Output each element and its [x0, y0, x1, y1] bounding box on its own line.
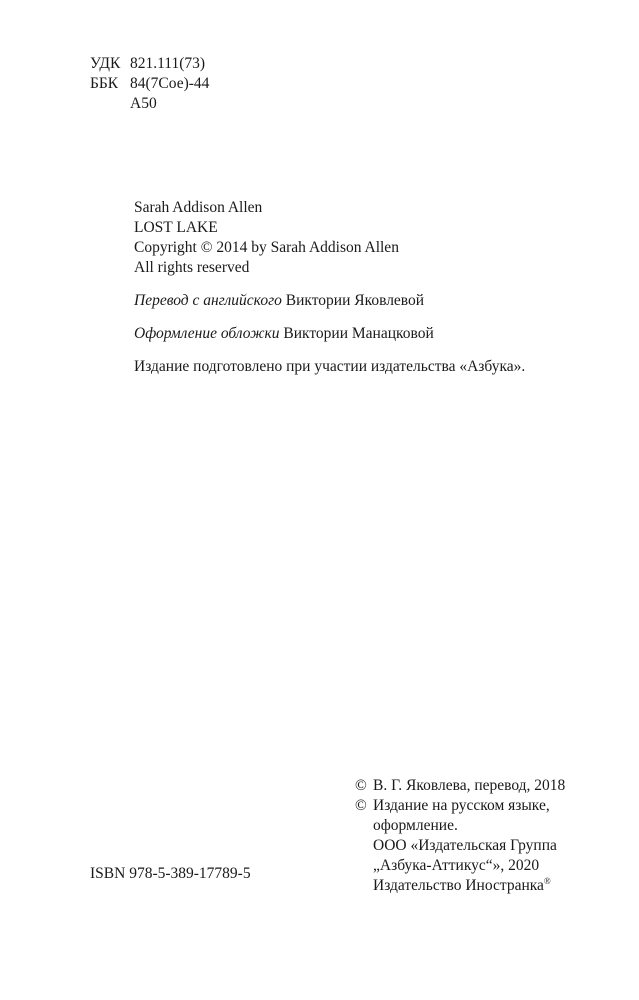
translation-role: Перевод с английского — [134, 292, 282, 309]
prepared-note: Издание подготовлено при участии издательства «Азбука». — [134, 358, 526, 375]
note-edition-line1: Издание на русском языке, — [373, 797, 550, 814]
copyright-symbol: © — [355, 777, 367, 794]
translation-credit — [134, 291, 525, 311]
cover-role: Оформление обложки — [134, 325, 280, 342]
note-edition-line2: оформление. — [373, 817, 458, 834]
note-translation-text: В. Г. Яковлева, перевод, 2018 — [373, 777, 566, 794]
note-edition-line4: „Азбука-Аттикус“», 2020 — [373, 857, 540, 874]
note-edition-line5 — [355, 876, 565, 896]
udk-label: УДК — [90, 55, 121, 72]
main-block — [134, 198, 525, 377]
copyright-symbol: © — [355, 797, 367, 814]
publisher-name: Издательство Иностранка — [373, 877, 544, 894]
udk-value: 821.111(73) — [130, 55, 206, 72]
udk-row — [90, 54, 209, 74]
note-edition-line3: ООО «Издательская Группа — [373, 837, 557, 854]
bbk-label: ББК — [90, 75, 119, 92]
original-rights: All rights reserved — [134, 259, 250, 276]
original-title: LOST LAKE — [134, 219, 218, 236]
bbk-row — [90, 74, 209, 94]
cover-name: Виктории Манацковой — [283, 325, 434, 342]
original-copyright: Copyright © 2014 by Sarah Addison Allen — [134, 239, 399, 256]
copyright-notes — [355, 776, 565, 896]
translation-name: Виктории Яковлевой — [285, 292, 425, 309]
author-mark-row — [90, 94, 209, 114]
classification-block — [90, 54, 209, 114]
note-translation — [355, 776, 565, 796]
note-edition — [355, 796, 565, 816]
original-author: Sarah Addison Allen — [134, 199, 263, 216]
cover-credit — [134, 324, 525, 344]
isbn: ISBN 978-5-389-17789-5 — [90, 865, 251, 882]
bbk-value: 84(7Сое)-44 — [130, 75, 210, 92]
author-mark: А50 — [130, 95, 157, 112]
registered-mark: ® — [543, 875, 551, 886]
